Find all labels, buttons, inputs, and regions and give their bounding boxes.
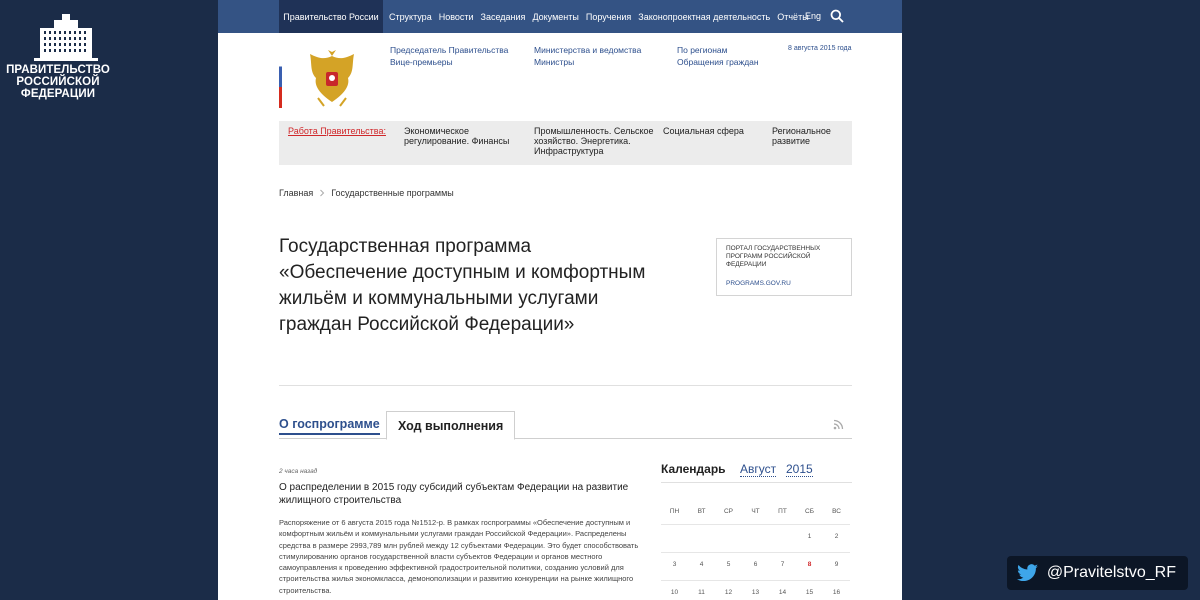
calendar-day[interactable]: 5	[715, 552, 742, 574]
portal-link[interactable]: PROGRAMS.GOV.RU	[726, 280, 791, 287]
brand-panel	[0, 0, 218, 600]
brand-line-1: ПРАВИТЕЛЬСТВО	[6, 64, 110, 76]
work-item-industry[interactable]: Промышленность. Сельское хозяйство. Энергетика. Инфраструктура	[534, 126, 654, 156]
link-citizen-appeals[interactable]: Обращения граждан	[677, 57, 759, 67]
brand-line-2: РОССИЙСКОЙ	[16, 76, 100, 88]
tabs	[279, 411, 852, 439]
portal-text: ПОРТАЛ ГОСУДАРСТВЕННЫХ ПРОГРАММ РОССИЙСКОЙ ФЕДЕРАЦИИ	[726, 245, 821, 268]
nav-menu	[389, 0, 809, 33]
calendar-day[interactable]: 13	[742, 580, 769, 600]
top-nav	[218, 0, 902, 33]
twitter-badge[interactable]	[1007, 556, 1188, 590]
calendar-day[interactable]: 8	[796, 552, 823, 574]
right-panel	[902, 0, 1200, 600]
divider	[279, 385, 852, 386]
nav-item-documents[interactable]: Документы	[532, 11, 579, 22]
calendar-day	[688, 524, 715, 546]
calendar-weekday: ПН	[669, 508, 680, 515]
calendar-day	[769, 524, 796, 546]
calendar-month[interactable]: Август	[740, 462, 777, 476]
nav-item-meetings[interactable]: Заседания	[480, 11, 526, 22]
calendar-day[interactable]: 1	[796, 524, 823, 546]
calendar-weekday: СБ	[805, 508, 814, 515]
news-title[interactable]: О распределении в 2015 году субсидий субъектам Федерации на развитие жилищного строительства	[279, 482, 629, 506]
breadcrumb-current[interactable]: Государственные программы	[331, 188, 454, 198]
tab-about[interactable]: О госпрограмме	[279, 417, 380, 435]
nav-item-news[interactable]: Новости	[438, 11, 474, 22]
calendar-day	[661, 524, 688, 546]
calendar-day[interactable]: 12	[715, 580, 742, 600]
coat-of-arms-icon[interactable]	[304, 48, 360, 108]
brand-title	[6, 64, 110, 100]
breadcrumb-home[interactable]: Главная	[279, 188, 314, 198]
calendar-weekday: ВС	[832, 508, 841, 515]
link-regions[interactable]: По регионам	[677, 45, 728, 55]
link-chairman[interactable]: Председатель Правительства	[390, 45, 509, 55]
nav-item-legislation[interactable]: Законопроектная деятельность	[638, 11, 771, 22]
search-icon[interactable]	[830, 9, 844, 23]
main-page	[218, 0, 902, 600]
current-date: 8 августа 2015 года	[788, 45, 852, 52]
brand-line-3: ФЕДЕРАЦИИ	[20, 88, 96, 100]
government-work-bar	[279, 121, 852, 165]
nav-item-structure[interactable]: Структура	[389, 11, 432, 22]
calendar-day	[715, 524, 742, 546]
nav-item-instructions[interactable]: Поручения	[585, 11, 632, 22]
calendar-day[interactable]: 7	[769, 552, 796, 574]
calendar-day[interactable]: 10	[661, 580, 688, 600]
nav-home[interactable]: Правительство России	[279, 0, 383, 33]
calendar-day[interactable]: 14	[769, 580, 796, 600]
page-title: Государственная программа «Обеспечение доступным и комфортным жильём и коммунальными услугами граждан Российской Федерации»	[279, 236, 646, 335]
calendar-day[interactable]: 15	[796, 580, 823, 600]
work-item-social[interactable]: Социальная сфера	[663, 126, 744, 136]
calendar-weekday: ЧТ	[751, 508, 760, 515]
calendar-title: Календарь	[661, 462, 726, 476]
breadcrumb	[279, 188, 454, 198]
calendar-day	[742, 524, 769, 546]
calendar-weekday: ВТ	[697, 508, 706, 515]
news-time: 2 часа назад	[279, 468, 318, 475]
calendar-weekday: СР	[723, 508, 734, 515]
tab-progress[interactable]: Ход выполнения	[386, 411, 515, 440]
twitter-bird-icon	[1017, 564, 1039, 582]
work-item-economy[interactable]: Экономическое регулирование. Финансы	[404, 126, 510, 146]
chevron-right-icon	[319, 189, 325, 197]
calendar-day[interactable]: 4	[688, 552, 715, 574]
calendar-day[interactable]: 9	[823, 552, 850, 574]
language-switch[interactable]: Eng	[805, 11, 822, 21]
calendar-day[interactable]: 11	[688, 580, 715, 600]
rss-icon[interactable]	[833, 419, 844, 430]
work-item-regional[interactable]: Региональное развитие	[772, 126, 831, 146]
link-vice-premiers[interactable]: Вице-премьеры	[390, 57, 453, 67]
calendar-day[interactable]: 3	[661, 552, 688, 574]
calendar-year[interactable]: 2015	[786, 462, 813, 476]
work-bar-label[interactable]: Работа Правительства:	[288, 126, 386, 136]
calendar-day[interactable]: 2	[823, 524, 850, 546]
nav-item-reports[interactable]: Отчёты	[777, 11, 809, 22]
twitter-handle: @Pravitelstvo_RF	[1046, 564, 1176, 581]
link-ministries[interactable]: Министерства и ведомства	[534, 45, 642, 55]
link-ministers[interactable]: Министры	[534, 57, 575, 67]
russian-flag-stripe	[279, 46, 282, 108]
calendar-weekday: ПТ	[778, 508, 787, 515]
calendar-day[interactable]: 6	[742, 552, 769, 574]
calendar-day[interactable]: 16	[823, 580, 850, 600]
news-body: Распоряжение от 6 августа 2015 года №1512-р. В рамках госпрограммы «Обеспечение доступным и комфортным жильём и коммунальными услугами граждан Российской Федерации». Распределены средства в размере 2993,789 млн рублей между 12 субъектами Федерации. Это будет способствовать стимулированию органов государственной власти субъектов Федерации и органов местного самоуправления к проведению эффективной градостроительной политики, созданию условий для строительства жилья экономкласса, демонополизации и развитию конкуренции на рынке жилищного строительства.	[279, 518, 639, 595]
portal-box[interactable]	[716, 238, 852, 296]
calendar-header	[661, 456, 852, 483]
government-house-icon	[32, 14, 100, 62]
